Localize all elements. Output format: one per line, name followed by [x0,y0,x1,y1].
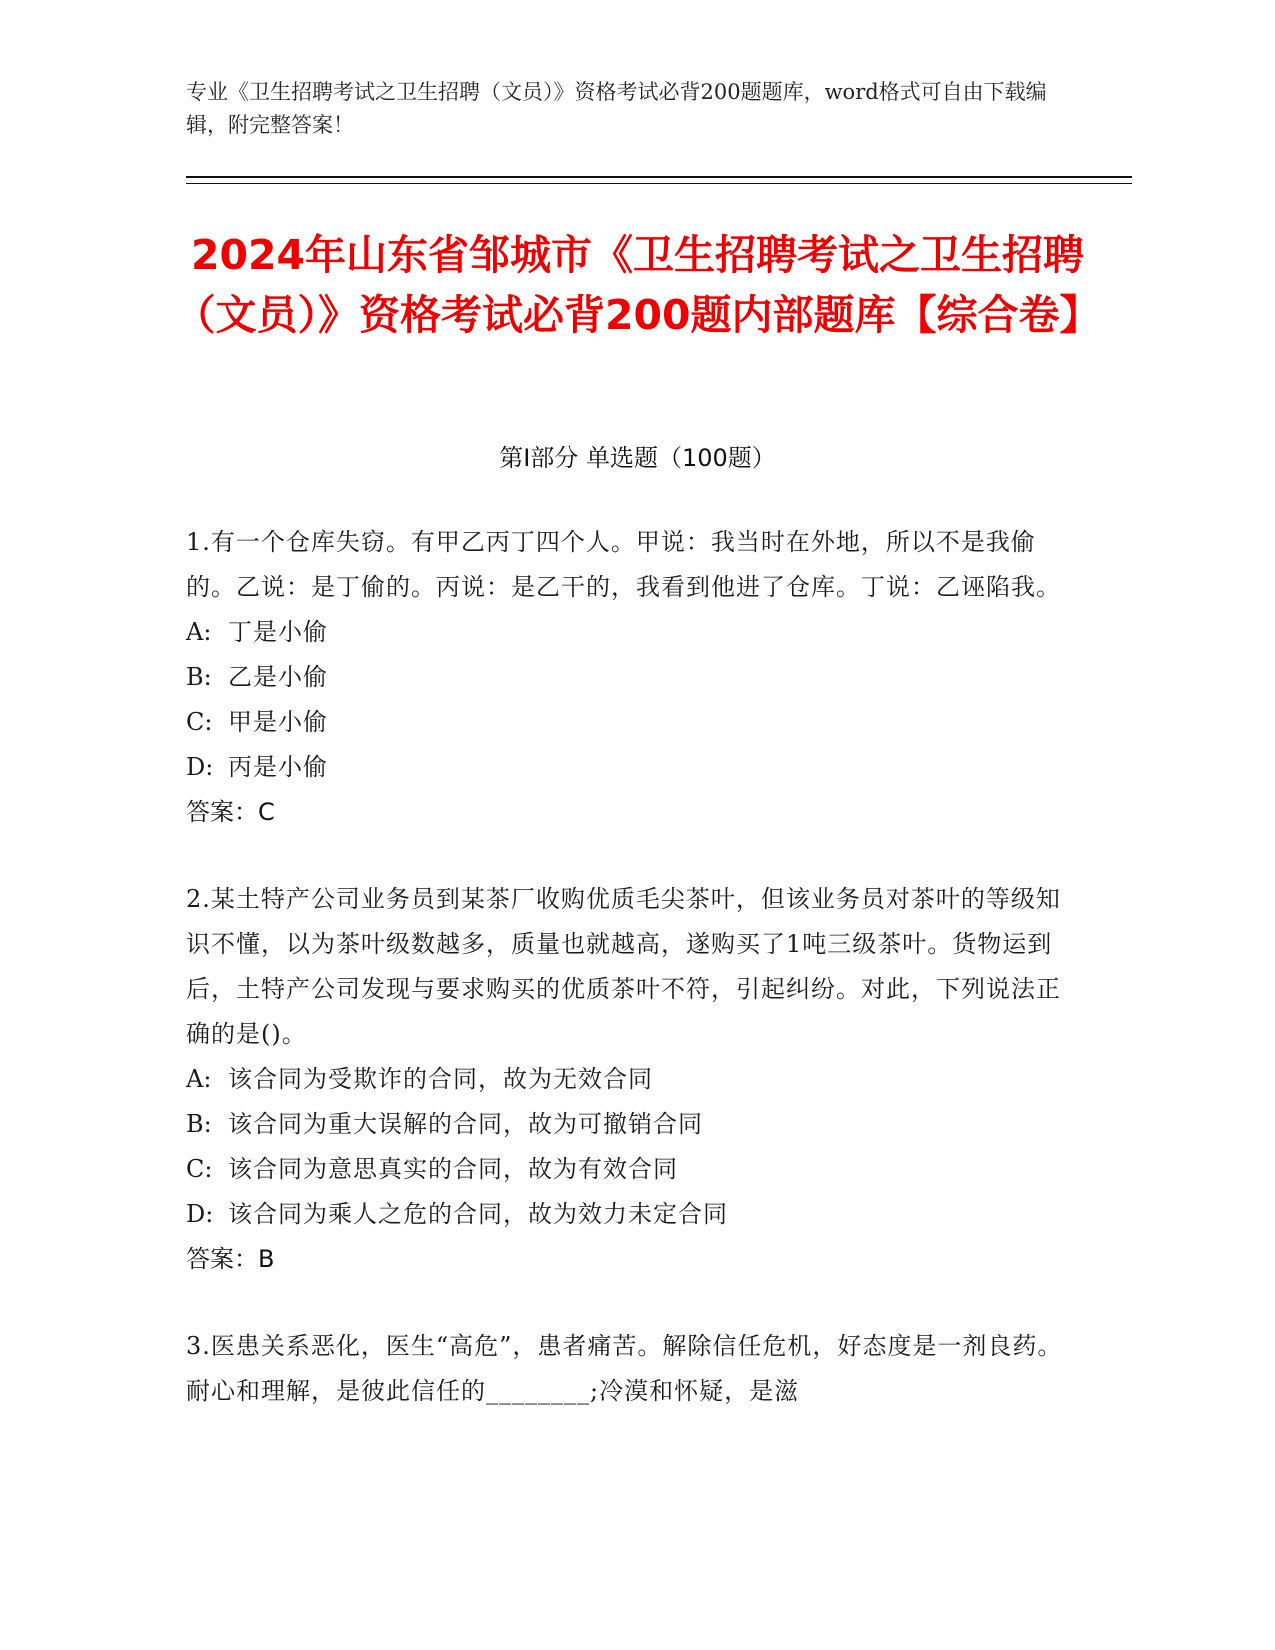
answer: 答案：C [186,798,275,826]
question-3 [186,1324,1066,1414]
option-text: 丙是小偷 [228,753,328,781]
option-a [186,610,1066,655]
option-letter: C: [186,1155,213,1183]
option-c [186,700,1066,745]
option-letter: D: [186,1200,214,1228]
option-text: 丁是小偷 [228,618,328,646]
question-stem: 2.某土特产公司业务员到某茶厂收购优质毛尖茶叶，但该业务员对茶叶的等级知识不懂，以为茶叶级数越多，质量也就越高，遂购买了1吨三级茶叶。货物运到后，土特产公司发现与要求购买的优质茶叶不符，引起纠纷。对此，下列说法正确的是()。 [186,885,1061,1048]
answer: 答案：B [186,1245,275,1273]
option-text: 乙是小偷 [228,663,328,691]
option-b [186,655,1066,700]
option-text: 该合同为乘人之危的合同，故为效力未定合同 [228,1200,728,1228]
option-letter: B: [186,663,212,691]
option-c [186,1147,1066,1192]
question-list [186,520,1066,1456]
option-text: 该合同为意思真实的合同，故为有效合同 [228,1155,678,1183]
option-a [186,1057,1066,1102]
header-divider-thin [186,183,1132,184]
option-letter: B: [186,1110,212,1138]
option-text: 该合同为受欺诈的合同，故为无效合同 [228,1065,653,1093]
option-text: 甲是小偷 [228,708,328,736]
section-title: 第Ⅰ部分 单选题（100题） [499,444,776,472]
question-2 [186,877,1066,1282]
option-d [186,1192,1066,1237]
option-letter: A: [186,1065,212,1093]
header-note: 专业《卫生招聘考试之卫生招聘（文员）》资格考试必背200题题库，word格式可自由下载编辑，附完整答案！ [186,80,1047,137]
option-letter: D: [186,753,214,781]
option-text: 该合同为重大误解的合同，故为可撤销合同 [228,1110,703,1138]
question-stem: 1.有一个仓库失窃。有甲乙丙丁四个人。甲说：我当时在外地，所以不是我偷的。乙说：是丁偷的。丙说：是乙干的，我看到他进了仓库。丁说：乙诬陷我。 [186,528,1061,601]
question-1 [186,520,1066,835]
option-letter: A: [186,618,212,646]
option-letter: C: [186,708,213,736]
option-b [186,1102,1066,1147]
option-d [186,745,1066,790]
header-divider-thick [186,176,1132,178]
document-title: 2024年山东省邹城市《卫生招聘考试之卫生招聘（文员）》资格考试必背200题内部题库【综合卷】 [174,231,1101,339]
question-stem: 3.医患关系恶化，医生“高危”，患者痛苦。解除信任危机，好态度是一剂良药。耐心和理解，是彼此信任的________;冷漠和怀疑，是滋 [186,1332,1063,1405]
